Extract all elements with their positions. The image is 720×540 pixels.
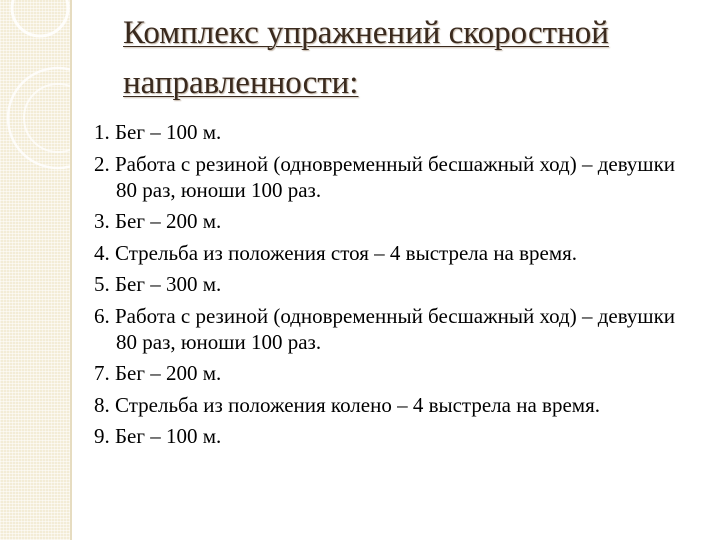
side-panel-border [70, 0, 72, 540]
decorative-side-panel [0, 0, 70, 540]
slide-title-line-1: Комплекс упражнений скоростной [123, 15, 609, 51]
exercise-list [94, 117, 694, 452]
decorative-circle [24, 84, 70, 152]
exercise-item: 7. Бег – 200 м. [94, 361, 222, 385]
exercise-item: 2. Работа с резиной (одновременный бесшажный ход) – девушки 80 раз, юноши 100 раз. [94, 152, 676, 202]
exercise-item: 3. Бег – 200 м. [94, 209, 222, 233]
slide-title-line-2: направленности: [123, 65, 359, 101]
exercise-item: 1. Бег – 100 м. [94, 120, 222, 144]
exercise-item: 4. Стрельба из положения стоя – 4 выстрела на время. [94, 241, 578, 265]
exercise-item: 5. Бег – 300 м. [94, 272, 222, 296]
slide-title [123, 8, 713, 108]
decorative-circle [8, 68, 70, 168]
decorative-circles-graphic [0, 0, 70, 540]
exercise-item: 6. Работа с резиной (одновременный бесшажный ход) – девушки 80 раз, юноши 100 раз. [94, 304, 676, 354]
exercise-item: 8. Стрельба из положения колено – 4 выстрела на время. [94, 393, 600, 417]
decorative-circle [12, 0, 68, 36]
exercise-item: 9. Бег – 100 м. [94, 424, 222, 448]
